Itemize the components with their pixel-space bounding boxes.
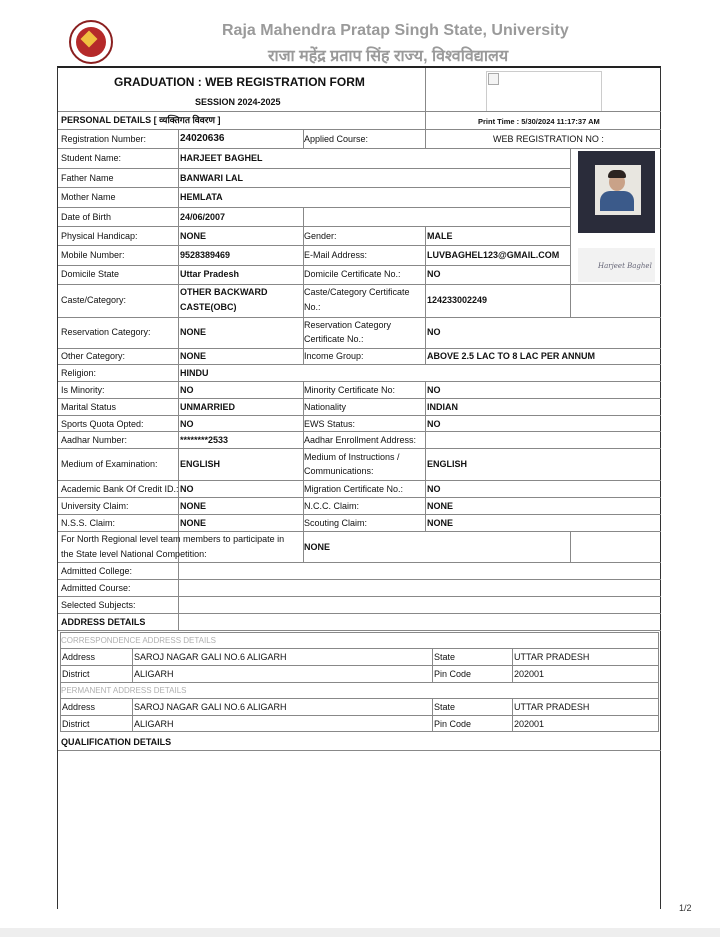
medium-instr-value: ENGLISH bbox=[427, 459, 468, 469]
domicile-state-value: Uttar Pradesh bbox=[180, 269, 240, 279]
admitted-course-label: Admitted Course: bbox=[61, 583, 131, 593]
perm-address-value: SAROJ NAGAR GALI NO.6 ALIGARH bbox=[134, 702, 287, 712]
university-claim-label: University Claim: bbox=[61, 501, 129, 511]
scouting-label: Scouting Claim: bbox=[304, 518, 368, 528]
student-photo bbox=[578, 151, 655, 233]
domicile-state-label: Domicile State bbox=[61, 269, 120, 279]
dob-value: 24/06/2007 bbox=[180, 212, 226, 222]
caste-label: Caste/Category: bbox=[61, 295, 127, 305]
reservation-cert-label-line2: Certificate No.: bbox=[304, 334, 364, 344]
caste-value-line2: CASTE(OBC) bbox=[180, 302, 237, 312]
aadhar-enroll-label: Aadhar Enrollment Address: bbox=[304, 435, 417, 445]
minority-label: Is Minority: bbox=[61, 385, 105, 395]
mobile-label: Mobile Number: bbox=[61, 250, 125, 260]
student-signature: Harjeet Baghel bbox=[578, 248, 655, 282]
aadhar-value: ********2533 bbox=[180, 435, 229, 445]
corr-state-value: UTTAR PRADESH bbox=[514, 652, 590, 662]
abc-value: NO bbox=[180, 484, 194, 494]
perm-pincode-value: 202001 bbox=[514, 719, 545, 729]
marital-value: UNMARRIED bbox=[180, 402, 235, 412]
perm-district-label: District bbox=[62, 719, 90, 729]
nationality-label: Nationality bbox=[304, 402, 347, 412]
medium-instr-label-line1: Medium of Instructions / bbox=[304, 452, 400, 462]
nss-value: NONE bbox=[180, 518, 207, 528]
print-time: Print Time : 5/30/2024 11:17:37 AM bbox=[478, 117, 600, 126]
domicile-cert-label: Domicile Certificate No.: bbox=[304, 269, 401, 279]
migration-value: NO bbox=[427, 484, 441, 494]
form-title: GRADUATION : WEB REGISTRATION FORM bbox=[114, 75, 365, 89]
sports-value: NO bbox=[180, 419, 194, 429]
corr-pincode-value: 202001 bbox=[514, 669, 545, 679]
income-group-value: ABOVE 2.5 LAC TO 8 LAC PER ANNUM bbox=[427, 351, 596, 361]
ews-label: EWS Status: bbox=[304, 419, 356, 429]
qualification-details-heading: QUALIFICATION DETAILS bbox=[61, 737, 172, 747]
form-session: SESSION 2024-2025 bbox=[195, 97, 281, 107]
perm-address-label: Address bbox=[62, 702, 96, 712]
other-category-value: NONE bbox=[180, 351, 207, 361]
migration-label: Migration Certificate No.: bbox=[304, 484, 404, 494]
minority-cert-value: NO bbox=[427, 385, 441, 395]
permanent-address-heading: PERMANENT ADDRESS DETAILS bbox=[61, 686, 187, 695]
corr-state-label: State bbox=[434, 652, 456, 662]
north-regional-value: NONE bbox=[304, 542, 331, 552]
address-details-heading: ADDRESS DETAILS bbox=[61, 617, 146, 627]
reservation-value: NONE bbox=[180, 327, 207, 337]
email-value: LUVBAGHEL123@GMAIL.COM bbox=[427, 250, 560, 260]
personal-details-heading: PERSONAL DETAILS [ व्यक्तिगत विवरण ] bbox=[61, 115, 221, 125]
ncc-label: N.C.C. Claim: bbox=[304, 501, 360, 511]
applied-course-label: Applied Course: bbox=[304, 134, 369, 144]
corr-pincode-label: Pin Code bbox=[434, 669, 472, 679]
physical-handicap-value: NONE bbox=[180, 231, 207, 241]
father-name-value: BANWARI LAL bbox=[180, 173, 243, 183]
mother-name-value: HEMLATA bbox=[180, 192, 223, 202]
minority-cert-label: Minority Certificate No: bbox=[304, 385, 396, 395]
student-name-label: Student Name: bbox=[61, 153, 122, 163]
web-registration-no-label: WEB REGISTRATION NO : bbox=[493, 134, 604, 144]
other-category-label: Other Category: bbox=[61, 351, 126, 361]
ews-value: NO bbox=[427, 419, 441, 429]
aadhar-label: Aadhar Number: bbox=[61, 435, 128, 445]
income-group-label: Income Group: bbox=[304, 351, 364, 361]
reservation-cert-label-line1: Reservation Category bbox=[304, 320, 392, 330]
university-name-hindi: राजा महेंद्र प्रताप सिंह राज्य, विश्वविद्यालय bbox=[268, 48, 509, 65]
domicile-cert-value: NO bbox=[427, 269, 441, 279]
selected-subjects-label: Selected Subjects: bbox=[61, 600, 136, 610]
corr-address-value: SAROJ NAGAR GALI NO.6 ALIGARH bbox=[134, 652, 287, 662]
registration-number-value: 24020636 bbox=[180, 133, 225, 144]
document-header bbox=[0, 0, 720, 66]
university-claim-value: NONE bbox=[180, 501, 207, 511]
caste-cert-label-line2: No.: bbox=[304, 302, 321, 312]
caste-value-line1: OTHER BACKWARD bbox=[180, 287, 268, 297]
mother-name-label: Mother Name bbox=[61, 192, 116, 202]
student-name-value: HARJEET BAGHEL bbox=[180, 153, 263, 163]
north-regional-label-line1: For North Regional level team members to participate in bbox=[61, 534, 285, 544]
north-regional-label-line2: the State level National Competition: bbox=[61, 549, 207, 559]
corr-district-value: ALIGARH bbox=[134, 669, 174, 679]
mobile-value: 9528389469 bbox=[180, 250, 231, 260]
minority-value: NO bbox=[180, 385, 194, 395]
perm-district-value: ALIGARH bbox=[134, 719, 174, 729]
abc-label: Academic Bank Of Credit ID.: bbox=[61, 484, 179, 494]
reservation-label: Reservation Category: bbox=[61, 327, 151, 337]
father-name-label: Father Name bbox=[61, 173, 114, 183]
broken-image-icon bbox=[486, 71, 602, 112]
gender-value: MALE bbox=[427, 231, 453, 241]
perm-pincode-label: Pin Code bbox=[434, 719, 472, 729]
medium-exam-label: Medium of Examination: bbox=[61, 459, 158, 469]
viewer-bottom-bar bbox=[0, 928, 720, 937]
correspondence-address-heading: CORRESPONDENCE ADDRESS DETAILS bbox=[61, 636, 216, 645]
nationality-value: INDIAN bbox=[427, 402, 458, 412]
scouting-value: NONE bbox=[427, 518, 454, 528]
nss-label: N.S.S. Claim: bbox=[61, 518, 116, 528]
registration-form bbox=[57, 66, 661, 909]
perm-state-label: State bbox=[434, 702, 456, 712]
corr-district-label: District bbox=[62, 669, 90, 679]
university-seal-icon bbox=[69, 20, 113, 64]
religion-label: Religion: bbox=[61, 368, 97, 378]
corr-address-label: Address bbox=[62, 652, 96, 662]
page-number: 1/2 bbox=[679, 903, 692, 913]
gender-label: Gender: bbox=[304, 231, 337, 241]
registration-number-label: Registration Number: bbox=[61, 134, 147, 144]
marital-label: Marital Status bbox=[61, 402, 117, 412]
ncc-value: NONE bbox=[427, 501, 454, 511]
caste-cert-value: 124233002249 bbox=[427, 295, 488, 305]
sports-label: Sports Quota Opted: bbox=[61, 419, 144, 429]
physical-handicap-label: Physical Handicap: bbox=[61, 231, 138, 241]
admitted-college-label: Admitted College: bbox=[61, 566, 133, 576]
caste-cert-label-line1: Caste/Category Certificate bbox=[304, 287, 410, 297]
dob-label: Date of Birth bbox=[61, 212, 112, 222]
perm-state-value: UTTAR PRADESH bbox=[514, 702, 590, 712]
reservation-cert-value: NO bbox=[427, 327, 441, 337]
medium-instr-label-line2: Communications: bbox=[304, 466, 374, 476]
religion-value: HINDU bbox=[180, 368, 209, 378]
university-name-english: Raja Mahendra Pratap Singh State, University bbox=[222, 22, 569, 39]
email-label: E-Mail Address: bbox=[304, 250, 368, 260]
medium-exam-value: ENGLISH bbox=[180, 459, 221, 469]
